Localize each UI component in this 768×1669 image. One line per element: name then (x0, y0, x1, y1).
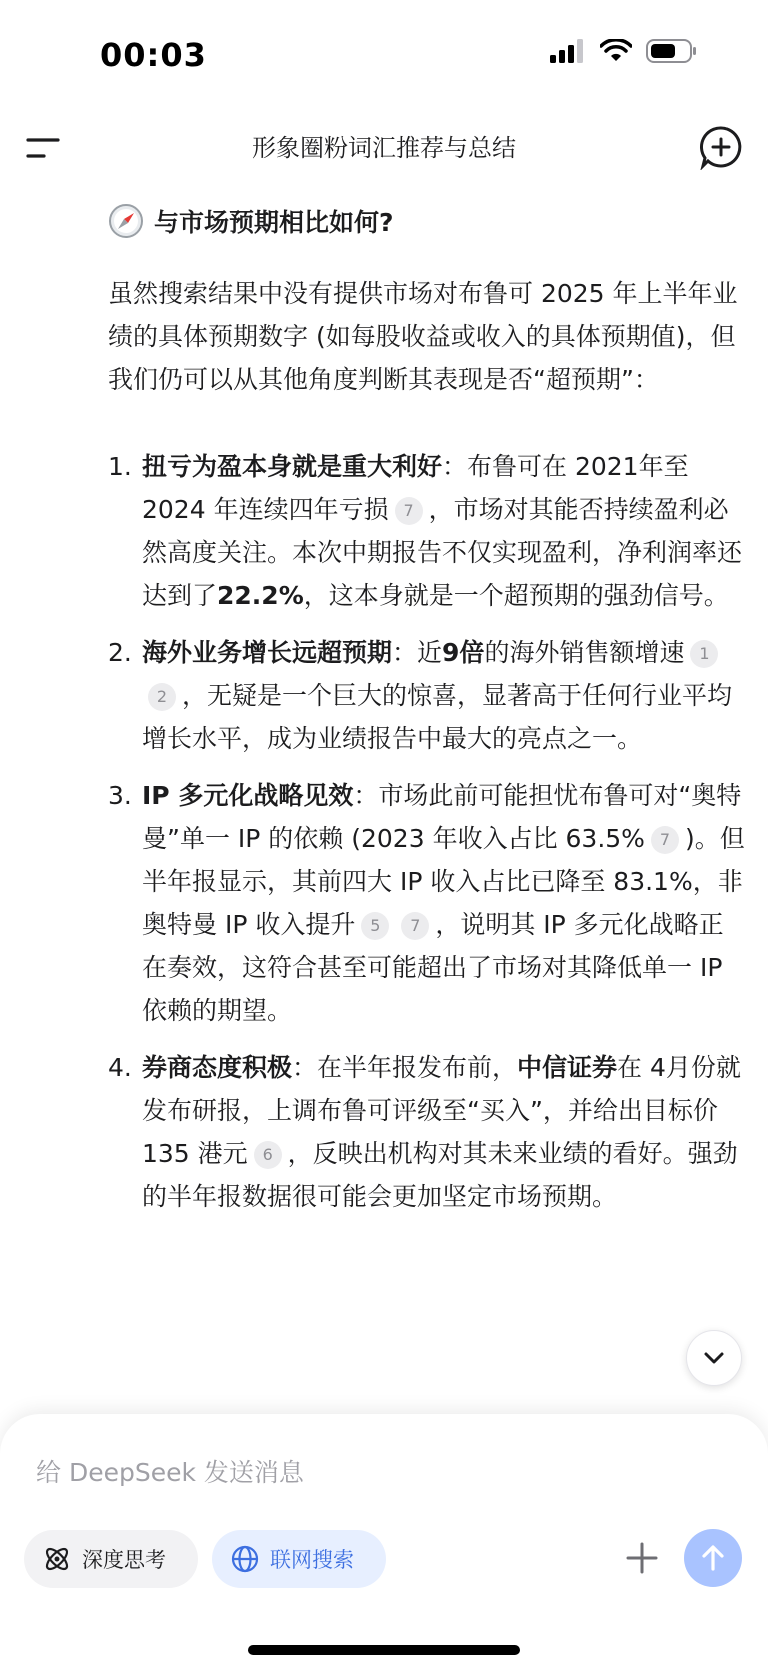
point-title: 海外业务增长远超预期 (142, 638, 393, 667)
point-text: ：在半年报发布前， (292, 1053, 518, 1082)
list-item (108, 774, 748, 1032)
point-highlight: 中信证券 (517, 1053, 618, 1082)
compass-icon (108, 203, 144, 239)
chat-header (0, 118, 768, 178)
list-item (108, 445, 748, 617)
status-bar (0, 0, 768, 110)
point-text: ：布鲁可在 2021年至 2024 年连续四年亏损 (142, 452, 689, 524)
citation-badge[interactable]: 7 (401, 912, 429, 940)
section-heading (108, 196, 748, 246)
list-item (108, 631, 748, 760)
point-text: ，反映出机构对其未来业绩的看好。强劲的半年报数据很可能会更加坚定市场预期。 (142, 1139, 738, 1211)
signal-icon (550, 39, 586, 63)
list-item-body (142, 445, 748, 617)
citation-badge[interactable]: 1 (690, 640, 718, 668)
heading-text: 与市场预期相比如何? (154, 208, 394, 237)
scroll-to-bottom-button[interactable] (686, 1330, 742, 1386)
battery-icon (646, 38, 698, 64)
list-item-body (142, 774, 748, 1032)
point-text: ，这本身就是一个超预期的强劲信号。 (303, 581, 729, 610)
point-text: 的海外销售额增速 (484, 638, 685, 667)
list-number: 3. (108, 781, 132, 810)
web-search-label: 联网搜索 (270, 1548, 354, 1572)
message-content (108, 196, 748, 1416)
status-icons (550, 38, 698, 64)
list-item-body (142, 1046, 748, 1218)
web-search-toggle[interactable] (212, 1530, 386, 1588)
list-number: 4. (108, 1053, 132, 1082)
point-highlight: 22.2% (217, 581, 304, 610)
point-text: ，市场对其能否持续盈利必然高度关注。本次中期报告不仅实现盈利，净利润率还达到了 (142, 495, 743, 610)
wifi-icon (600, 39, 632, 63)
home-indicator (248, 1645, 520, 1655)
message-input[interactable] (36, 1452, 636, 1492)
point-text: 在 4月份就发布研报，上调布鲁可评级至“买入”，并给出目标价 135 港元 (142, 1053, 741, 1168)
chat-title: 形象圈粉词汇推荐与总结 (252, 134, 516, 162)
globe-icon (230, 1544, 260, 1574)
citation-badge[interactable]: 7 (395, 497, 423, 525)
point-text: ：市场此前可能担忧布鲁可对“奥特曼”单一 IP 的依赖 (2023 年收入占比 63.5% (142, 781, 742, 853)
plus-icon (624, 1540, 660, 1576)
new-chat-plus-icon (698, 124, 744, 170)
deep-think-label: 深度思考 (82, 1548, 166, 1572)
list-number: 2. (108, 638, 132, 667)
citation-badge[interactable]: 7 (651, 826, 679, 854)
point-text: )。但半年报显示，其前四大 IP 收入占比已降至 83.1%，非奥特曼 IP 收入提升 (142, 824, 745, 939)
new-chat-button[interactable] (698, 124, 744, 170)
citation-badge[interactable]: 5 (361, 912, 389, 940)
point-title: 扭亏为盈本身就是重大利好 (142, 452, 443, 481)
content-fade (0, 1350, 768, 1410)
citation-badge[interactable]: 6 (254, 1141, 282, 1169)
points-list (108, 445, 748, 1218)
attach-button[interactable] (618, 1534, 666, 1582)
point-text: ，说明其 IP 多元化战略正在奏效，这符合甚至可能超出了市场对其降低单一 IP 依赖的期望。 (142, 910, 724, 1025)
deep-think-toggle[interactable] (24, 1530, 198, 1588)
point-title: IP 多元化战略见效 (142, 781, 354, 810)
chevron-down-icon (701, 1345, 727, 1371)
status-time: 00:03 (100, 36, 207, 74)
point-text: ，无疑是一个巨大的惊喜，显著高于任何行业平均增长水平，成为业绩报告中最大的亮点之一。 (142, 681, 733, 753)
list-item-body (142, 631, 748, 760)
point-title: 券商态度积极 (142, 1053, 293, 1082)
arrow-up-icon (698, 1543, 728, 1573)
atom-icon (42, 1544, 72, 1574)
citation-badge[interactable]: 2 (148, 683, 176, 711)
intro-paragraph: 虽然搜索结果中没有提供市场对布鲁可 2025 年上半年业绩的具体预期数字 (如每股收益或收入的具体预期值)，但我们仍可以从其他角度判断其表现是否“超预期”： (108, 279, 738, 394)
point-text: ：近 (392, 638, 443, 667)
send-button[interactable] (684, 1529, 742, 1587)
list-item (108, 1046, 748, 1218)
list-number: 1. (108, 452, 132, 481)
point-highlight: 9倍 (442, 638, 485, 667)
message-composer (0, 1414, 768, 1669)
